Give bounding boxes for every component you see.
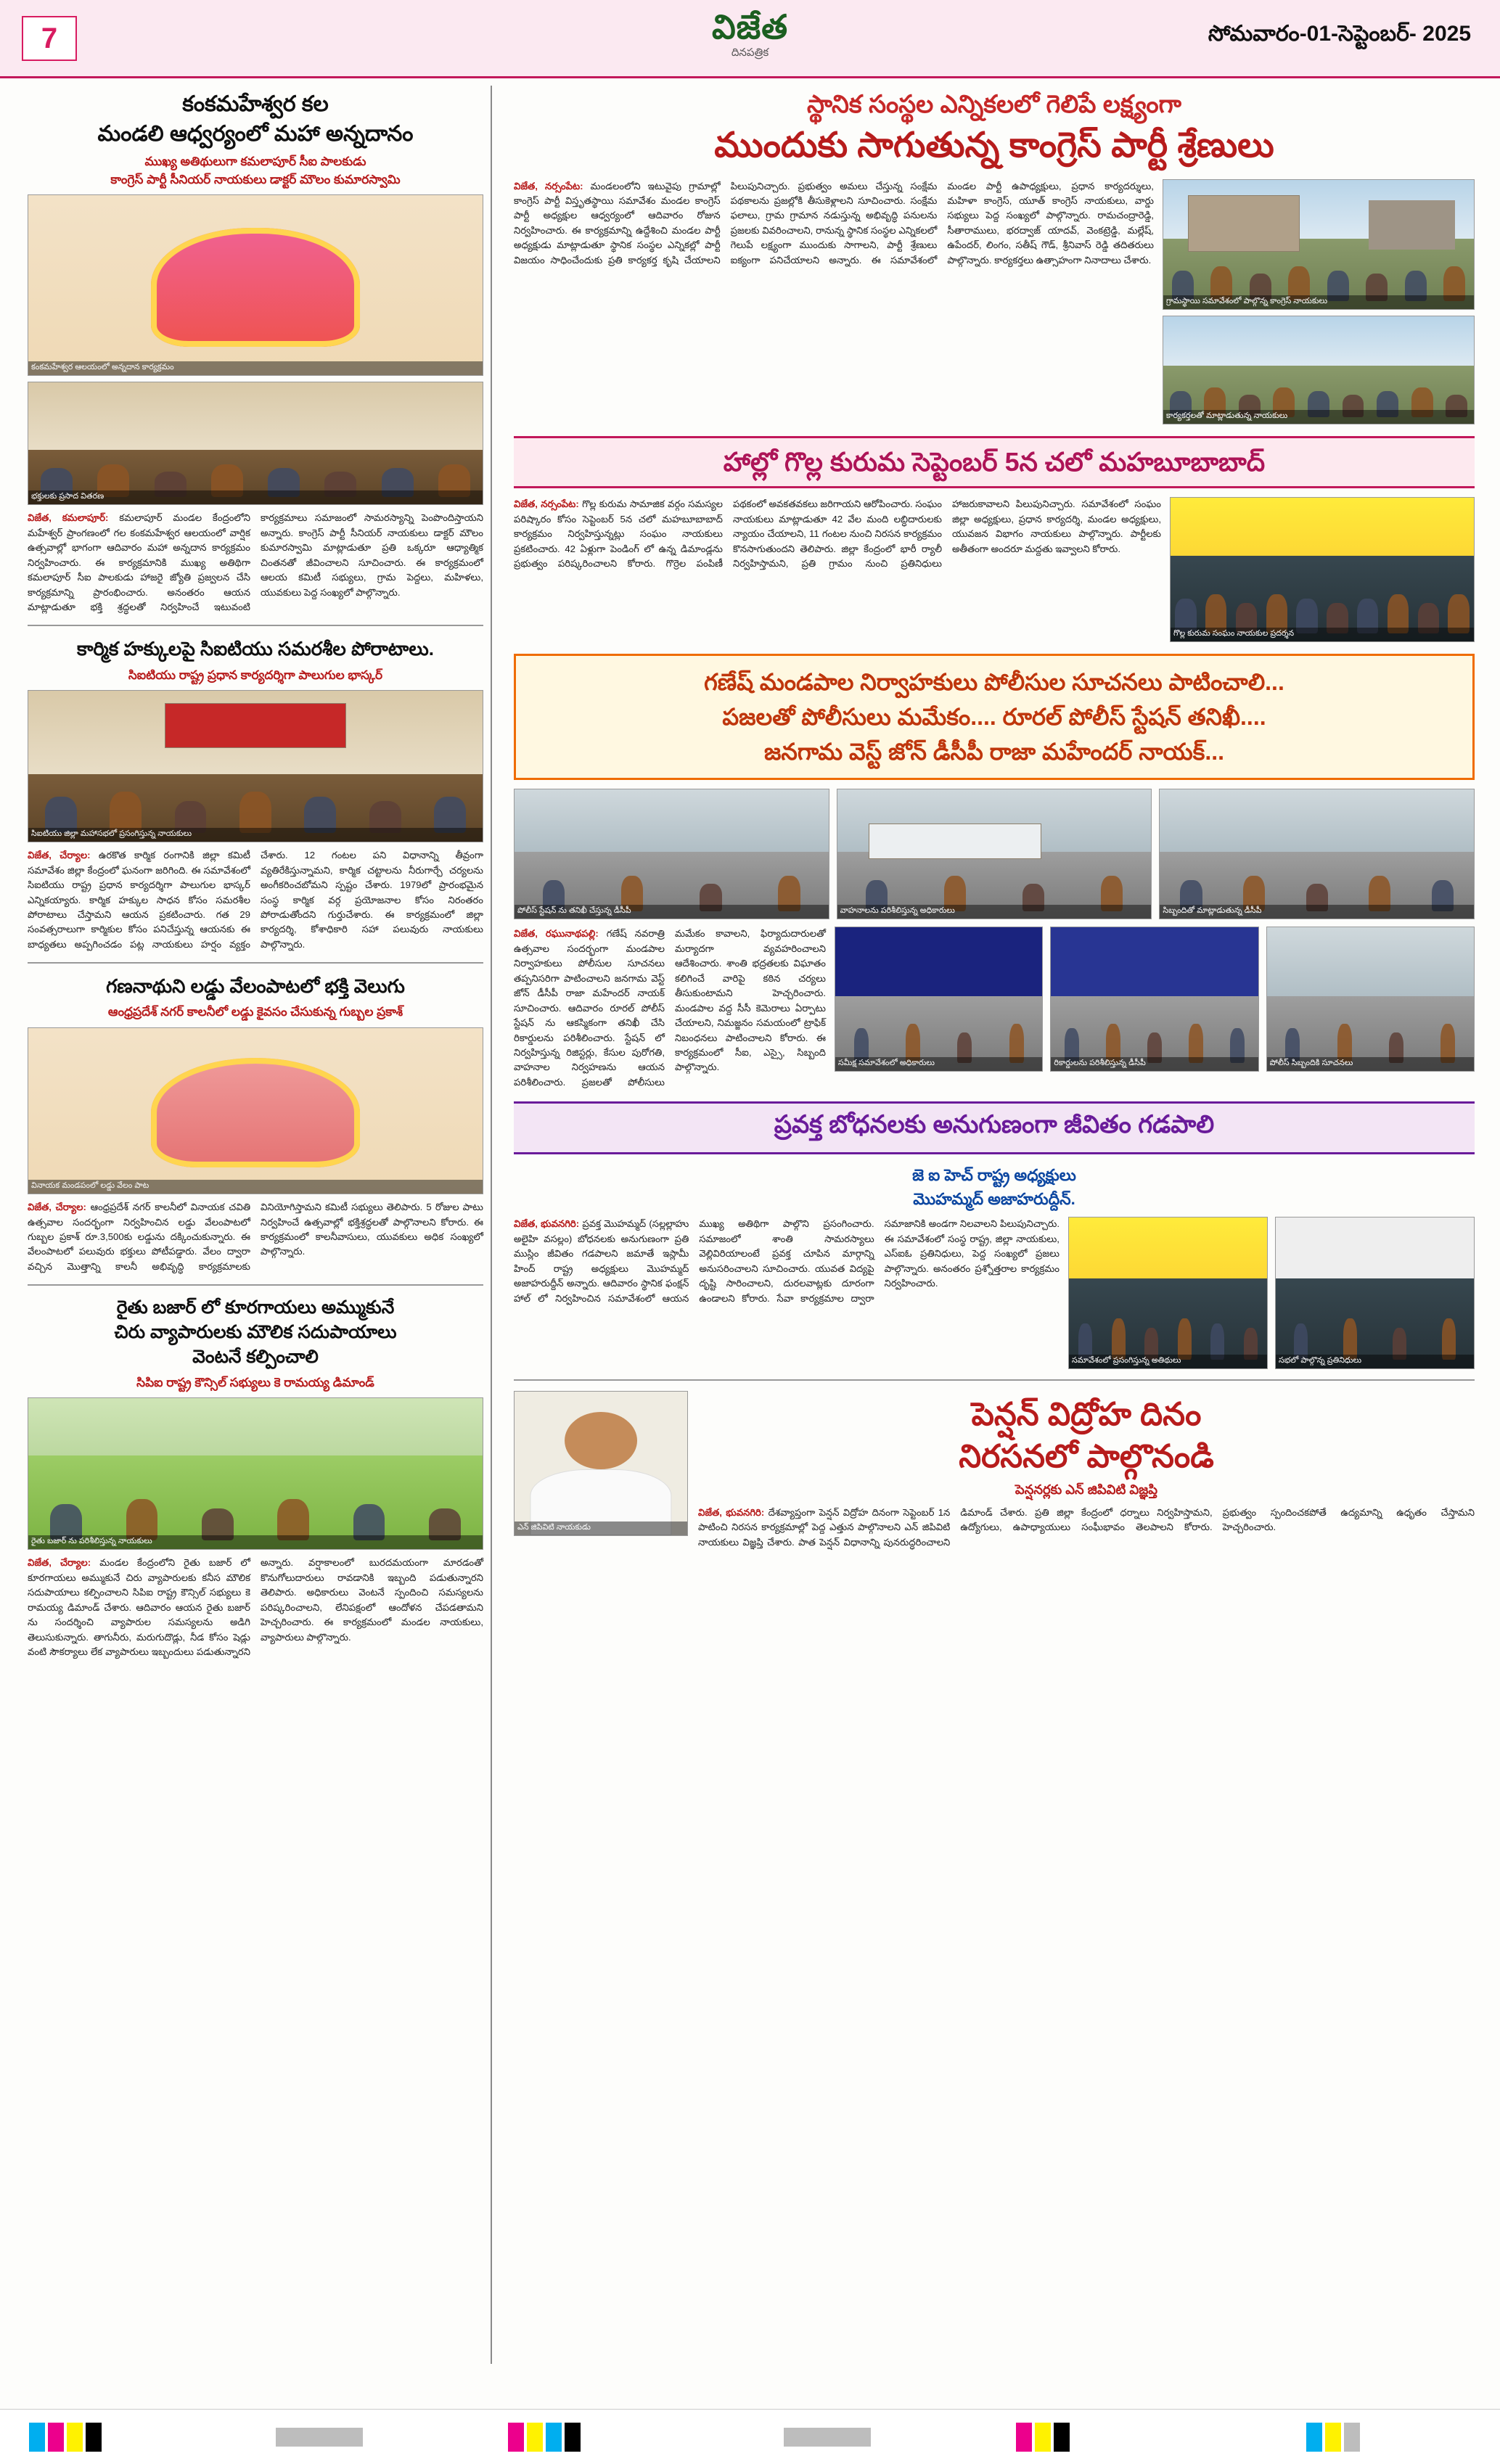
body-col-1: మండలంలోని ఇటువైపు గ్రామాల్లో కాంగ్రెస్ పార్టీ విస్తృతస్థాయి సమావేశం మండల కాంగ్రెస్ పార్టీ అధ్యక్షుల ఆధ్వర్యంలో ఆదివారం రోజున నిర్వహించారు. ఈ కార్యక్రమాన్ని ఉద్దేశించి మండల పార్టీ అధ్యక్షుడు మాట్లాడుతూ స్థానిక సంస్థల ఎన్నికల్లో పార్టీ విజయం సాధించేందుకు ప్రతి కార్యకర్త కృషి చేయాలని పిలుపునిచ్చారు. ప్రభుత్వం అమలు చేస్తున్న సంక్షేమ పథకాలను ప్రజల్లోకి తీసుకెళ్లాలని సూచించారు. <box>514 180 938 266</box>
subheadline: పెన్షనర్లకు ఎన్ జిపివిటి విజ్ఞప్తి <box>1015 1482 1158 1497</box>
article-body-ganesh <box>514 927 826 1090</box>
headline: పెన్షన్ విద్రోహ దినం నిరసనలో పాల్గొనండి <box>959 1397 1214 1474</box>
subheadline: ముఖ్య అతిథులుగా కమలాపూర్ సీఐ పాలకుడు కాంగ్రెస్ పార్టీ సీనియర్ నాయకులు డాక్టర్ మౌలం కుమారస్వామి <box>110 155 401 186</box>
photo-ganesh-idol <box>28 1027 483 1194</box>
body-col-3: ఈ సమావేశంలో సంస్థ రాష్ట్ర, జిల్లా నాయకులు, ఎస్ఐఓ ప్రతినిధులు, పెద్ద సంఖ్యలో ప్రజలు పాల్గొన్నారు. అనంతరం ప్రశ్నోత్తరాల కార్యక్రమం నిర్వహించారు. <box>884 1233 1060 1289</box>
swatch-magenta <box>508 2423 524 2452</box>
photo-congress-meeting-1 <box>1163 179 1475 310</box>
article-body <box>28 511 483 615</box>
photo-market <box>28 1397 483 1550</box>
dateline: విజేత, నర్సంపేట: <box>514 498 579 510</box>
body-col-2: సంక్షేమ ఫలాలు, గ్రామ గ్రామాన నడుస్తున్న అభివృద్ధి పనులను ప్రజలకు వివరించాలని, రానున్న స్థానిక సంస్థల ఎన్నికలలో గెలుపే లక్ష్యంగా ముందుకు సాగాలని, పార్టీ శ్రేణులు ఐక్యంగా పనిచేయాలని అన్నారు. ఈ సమావేశంలో మండల పార్టీ ఉపాధ్యక్షులు, ప్రధాన కార్యదర్శులు, మహిళా కాంగ్రెస్, యూత్ కాంగ్రెస్ నాయకులు, వార్డు సభ్యులు పెద్ద సంఖ్యలో పాల్గొన్నారు. <box>730 180 1154 266</box>
photo-caption: సమీక్ష సమావేశంలో అధికారులు <box>835 1057 1042 1071</box>
grey-bar-2 <box>784 2428 871 2447</box>
body-text: ఆంధ్రప్రదేశ్ నగర్ కాలనీలో వినాయక చవితి ఉత్సవాల సందర్భంగా నిర్వహించిన లడ్డు వేలంపాటలో గుబ్బల ప్రకాశ్ రూ.3,500కు లడ్డును దక్కించుకున్నారు. ఈ వేలంపాటలో పలువురు భక్తులు పోటీపడ్డారు. వేలం ద్వారా వచ్చిన మొత్తాన్ని కాలనీ అభివృద్ధి కార్యక్రమాలకు వినియోగిస్తామని కమిటీ సభ్యులు తెలిపారు. 5 రోజుల పాటు నిర్వహించే ఉత్సవాల్లో భక్తిశ్రద్ధలతో పాల్గొనాలని కోరారు. ఈ కార్యక్రమంలో కాలనీవాసులు, యువకులు అధిక సంఖ్యలో పాల్గొన్నారు. <box>28 1202 483 1272</box>
swatch-cyan <box>29 2423 45 2452</box>
dateline: విజేత, భువనగిరి: <box>514 1218 580 1230</box>
photo-congress-meeting-2 <box>1163 316 1475 424</box>
banner-golla-kuruma <box>514 436 1475 489</box>
photo-golla-rally <box>1170 497 1475 642</box>
body-col-2: సమాజంలో శాంతి సామరస్యాలు వెల్లివిరియాలంటే ప్రవక్త చూపిన మార్గాన్ని అనుసరించాలని సూచించారు. యువత విద్యపై దృష్టి సారించాలని, దురలవాట్లకు దూరంగా ఉండాలని కోరారు. సేవా కార్యక్రమాల ద్వారా సమాజానికి అండగా నిలవాలని పిలుపునిచ్చారు. <box>699 1218 1060 1304</box>
body-text: దేశవ్యాప్తంగా పెన్షన్ విద్రోహ దినంగా సెప్టెంబర్ 1న పాటించి నిరసన కార్యక్రమాల్లో పెద్ద ఎత్తున పాల్గొనాలని ఎన్ జిపివిటి నాయకులు విజ్ఞప్తి చేశారు. పాత పెన్షన్ విధానాన్ని పునరుద్ధరించాలని డిమాండ్ చేశారు. ప్రతి జిల్లా కేంద్రంలో ధర్నాలు నిర్వహిస్తామని, ఉద్యోగులు, ఉపాధ్యాయులు సంఘీభావం తెలపాలని కోరారు. ప్రభుత్వం స్పందించకపోతే ఉద్యమాన్ని ఉధృతం చేస్తామని హెచ్చరించారు. <box>698 1506 1475 1548</box>
body-col-3: మండపాల వద్ద సీసీ కెమెరాలు ఏర్పాటు చేయాలని, నిమజ్జనం సమయంలో ట్రాఫిక్ నిబంధనలు పాటించాలని కోరారు. ఈ కార్యక్రమంలో సీఐ, ఎస్సై, సిబ్బంది పాల్గొన్నారు. <box>675 1002 826 1073</box>
subheadline-islam: జె ఐ హెచ్ రాష్ట్ర అధ్యక్షులు మొహమ్మద్ అజాహరుద్దీన్. <box>912 1166 1076 1209</box>
body-col-2: స్టేషన్ లో నిర్వహిస్తున్న రిజిస్టర్లు, కేసుల పురోగతి, వాహనాల నిర్వహణను ఆయన పరిశీలించారు. ప్రజలతో పోలీసులు మమేకం కావాలని, ఫిర్యాదుదారులతో మర్యాదగా వ్యవహరించాలని ఆదేశించారు. శాంతి భద్రతలకు విఘాతం కలిగించే వారిపై కఠిన చర్యలు తీసుకుంటామని హెచ్చరించారు. <box>514 928 826 1088</box>
article-body <box>28 1200 483 1274</box>
swatch-yellow <box>1325 2423 1341 2452</box>
swatch-cyan <box>546 2423 562 2452</box>
page-number: 7 <box>41 22 58 54</box>
page-number-box <box>22 16 77 61</box>
photo-caption: సిఐటియు జిల్లా మహాసభలో ప్రసంగిస్తున్న నాయకులు <box>28 828 483 842</box>
swatch-black <box>565 2423 581 2452</box>
photo-police-5 <box>1050 927 1258 1072</box>
swatch-grey <box>1344 2423 1360 2452</box>
kicker: స్థానిక సంస్థల ఎన్నికలలో గెలిపే లక్ష్యంగా <box>807 91 1181 118</box>
photo-caption: వినాయక మండపంలో లడ్డు వేలం పాట <box>28 1180 483 1194</box>
headline: ముందుకు సాగుతున్న కాంగ్రెస్ పార్టీ శ్రేణులు <box>714 126 1274 165</box>
swatch-yellow <box>1035 2423 1051 2452</box>
photo-police-3 <box>1159 789 1475 919</box>
photo-police-2 <box>837 789 1152 919</box>
photo-caption: కంకమహేశ్వర ఆలయంలో అన్నదాన కార్యక్రమం <box>28 361 483 375</box>
right-column <box>508 86 1480 2364</box>
photo-caption: పోలీస్ సిబ్బందికి సూచనలు <box>1267 1057 1474 1071</box>
left-column <box>20 86 492 2364</box>
dateline: విజేత, చేర్యాల: <box>28 1202 86 1213</box>
photo-row-police-top <box>514 789 1475 919</box>
color-swatch-group-2 <box>508 2423 581 2452</box>
swatch-cyan <box>1306 2423 1322 2452</box>
swatch-magenta <box>1016 2423 1032 2452</box>
swatch-black <box>86 2423 102 2452</box>
newspaper-logo <box>712 10 788 62</box>
article-body <box>28 1556 483 1659</box>
body-col-3: సమావేశంలో సంఘం జిల్లా అధ్యక్షులు, ప్రధాన కార్యదర్శి, మండల అధ్యక్షులు, యువజన విభాగం నాయకులు పాల్గొన్నారు. పార్టీలకు అతీతంగా అందరూ మద్దతు ఇవ్వాలని కోరారు. <box>952 498 1161 554</box>
banner-ganesh-police <box>514 654 1475 780</box>
subheadline: ఆంధ్రప్రదేశ్ నగర్ కాలనీలో లడ్డు కైవసం చేసుకున్న గుబ్బల ప్రకాశ్ <box>107 1005 403 1019</box>
article-body <box>514 179 1154 268</box>
issue-date: సోమవారం-01-సెప్టెంబర్- 2025 <box>1208 22 1471 46</box>
article-congress-lead <box>514 89 1475 424</box>
article-body <box>28 848 483 952</box>
headline-line-2: పజలతో పోలీసులు మమేకం.... రూరల్ పోలీస్ స్టేషన్ తనిఖీ.... <box>722 704 1266 731</box>
article-golla-kuruma <box>514 497 1475 642</box>
headline: రైతు బజార్ లో కూరగాయలు అమ్ముకునే చిరు వ్యాపారులకు మౌలిక సదుపాయాలు వెంటనే కల్పించాలి <box>114 1297 397 1367</box>
print-color-strip <box>0 2409 1500 2464</box>
body-text: మండల కేంద్రంలోని రైతు బజార్ లో కూరగాయలు అమ్ముకునే చిరు వ్యాపారులకు కనీస మౌలిక సదుపాయాలు కల్పించాలని సిపిఐ రాష్ట్ర కౌన్సిల్ సభ్యులు కె రామయ్య డిమాండ్ చేశారు. ఆదివారం ఆయన రైతు బజార్ ను సందర్శించి వ్యాపారుల సమస్యలను అడిగి తెలుసుకున్నారు. తాగునీరు, మరుగుదొడ్లు, నీడ కోసం షెడ్లు వంటి సౌకర్యాలు లేక వ్యాపారులు ఇబ్బందులు పడుతున్నారని అన్నారు. వర్షాకాలంలో బురదమయంగా మారడంతో కొనుగోలుదారులు రావడానికి ఇబ్బంది పడుతున్నారని తెలిపారు. అధికారులు వెంటనే స్పందించి సమస్యలను పరిష్కరించాలని, లేనిపక్షంలో ఆందోళన చేపడతామని హెచ్చరించారు. ఈ కార్యక్రమంలో మండల నాయకులు, వ్యాపారులు పాల్గొన్నారు. <box>28 1557 483 1657</box>
photo-caption: భక్తులకు ప్రసాద వితరణ <box>28 490 483 504</box>
headline: కార్మిక హక్కులపై సిఐటియు సమరశీల పోరాటాలు. <box>77 638 434 660</box>
photo-caption: ఎన్ జిపివిటి నాయకుడు <box>515 1521 687 1535</box>
body-col-1: ప్రవక్త మొహమ్మద్ (సల్లల్లాహు అలైహి వసల్లం) బోధనలకు అనుగుణంగా ప్రతి ముస్లిం జీవితం గడపాలని జమాతే ఇస్లామీ హింద్ రాష్ట్ర అధ్యక్షులు మొహమ్మద్ అజాహరుద్దీన్ అన్నారు. ఆదివారం స్థానిక ఫంక్షన్ హాల్ లో నిర్వహించిన సమావేశంలో ఆయన ముఖ్య అతిథిగా పాల్గొని ప్రసంగించారు. <box>514 1218 874 1304</box>
photo-caption: రైతు బజార్ ను పరిశీలిస్తున్న నాయకులు <box>28 1535 483 1549</box>
article-annadanam <box>28 90 483 615</box>
logo-subtitle: దినపత్రిక <box>731 46 769 59</box>
swatch-magenta <box>48 2423 64 2452</box>
photo-citu-meeting <box>28 690 483 842</box>
dateline: విజేత, రఘునాథపల్లి: <box>514 928 599 940</box>
article-rythu-bazaar <box>28 1296 483 1659</box>
article-body <box>514 497 1161 571</box>
body-text: ఉరకొత కార్మిక రంగానికి జిల్లా కమిటీ సమావేశం జిల్లా కేంద్రంలో ఘనంగా జరిగింది. ఈ సమావేశంలో సిఐటియు రాష్ట్ర ప్రధాన కార్యదర్శిగా పాలుగుల భాస్కర్ ఎన్నికయ్యారు. కార్మిక హక్కుల సాధన కోసం సమరశీల పోరాటాలు చేస్తామని ఆయన ప్రకటించారు. గత 29 సంవత్సరాలుగా కార్మికుల కోసం పనిచేస్తున్న ఆయనకు ఈ బాధ్యతలు అప్పగించడం పట్ల నాయకులు హర్షం వ్యక్తం చేశారు. 12 గంటల పని విధానాన్ని తీవ్రంగా వ్యతిరేకిస్తున్నామని, కార్మిక చట్టాలను నీరుగార్చే చర్యలను అంగీకరించబోమని స్పష్టం చేశారు. 1979లో ప్రారంభమైన సంస్థ కార్మిక వర్గ ప్రయోజనాల కోసం నిరంతరం పోరాడుతోందని గుర్తుచేశారు. ఈ కార్యక్రమంలో జిల్లా కార్యదర్శి, కోశాధికారి సహా పలువురు నాయకులు పాల్గొన్నారు. <box>28 850 483 950</box>
body-col-2: సంఘం నాయకులు మాట్లాడుతూ 42 వేల మంది లబ్ధిదారులకు న్యాయం చేయాలని, 11 గంటల నుంచి నిరసన కార్యక్రమం కొనసాగుతుందని తెలిపారు. జిల్లా కేంద్రంలో భారీ ర్యాలీ నిర్వహిస్తామని, ప్రతి గ్రామం నుంచి ప్రతినిధులు హాజరుకావాలని పిలుపునిచ్చారు. <box>733 498 1075 570</box>
article-laddu-auction <box>28 974 483 1274</box>
body-col-1: గొల్ల కురుమ సామాజిక వర్గం సమస్యల పరిష్కారం కోసం సెప్టెంబర్ 5న చలో మహబూబాబాద్ కార్యక్రమం నిర్వహిస్తున్నట్లు సంఘం నాయకులు ప్రకటించారు. 42 ఏళ్లుగా పెండింగ్ లో ఉన్న డిమాండ్లను ప్రభుత్వం పరిష్కరించాలని కోరారు. గొర్రెల పంపిణీ పథకంలో అవకతవకలు జరిగాయని ఆరోపించారు. <box>514 498 913 570</box>
body-col-1: గణేష్ నవరాత్రి ఉత్సవాల సందర్భంగా మండపాల నిర్వాహకులు పోలీసుల సూచనలు తప్పనిసరిగా పాటించాలని జనగామ వెస్ట్ జోన్ డీసీపీ రాజా మహేందర్ నాయక్ సూచించారు. ఆదివారం రూరల్ పోలీస్ స్టేషన్ ను ఆకస్మికంగా తనిఖీ చేసి రికార్డులను పరిశీలించారు. <box>514 928 665 1043</box>
photo-prasadam-distribution <box>28 382 483 505</box>
headline: ప్రవక్త బోధనలకు అనుగుణంగా జీవితం గడపాలి <box>774 1111 1215 1139</box>
headline-line-1: గణేష్ మండపాల నిర్వాహకులు పోలీసుల సూచనలు పాటించాలి... <box>704 669 1284 696</box>
headline: గణనాథుని లడ్డు వేలంపాటలో భక్తి వెలుగు <box>106 975 405 998</box>
dateline: విజేత, కమలాపూర్: <box>28 512 109 524</box>
headline-line-3: జనగామ వెస్ట్ జోన్ డీసీపీ రాజా మహేందర్ నాయక్... <box>763 739 1225 765</box>
swatch-yellow <box>67 2423 83 2452</box>
photo-police-1 <box>514 789 829 919</box>
grey-bar-1 <box>276 2428 363 2447</box>
photo-caption: పోలీస్ స్టేషన్ ను తనిఖీ చేస్తున్న డీసీపీ <box>515 905 829 919</box>
dateline: విజేత, చేర్యాల: <box>28 1557 91 1569</box>
photo-caption: కార్యకర్తలతో మాట్లాడుతున్న నాయకులు <box>1163 410 1474 424</box>
banner-prophet-teachings <box>514 1101 1475 1154</box>
body-text: కమలాపూర్ మండల కేంద్రంలోని మహేశ్వర్ ప్రాంగణంలో గల కంకమహేశ్వర ఆలయంలో వార్షిక ఉత్సవాల్లో భాగంగా ఆదివారం మహా అన్నదాన కార్యక్రమం నిర్వహించారు. ఈ కార్యక్రమానికి ముఖ్య అతిథిగా కమలాపూర్ సీఐ పాలకుడు హాజరై జ్యోతి ప్రజ్వలన చేసి కార్యక్రమాన్ని ప్రారంభించారు. అనంతరం ఆయన మాట్లాడుతూ భక్తి శ్రద్ధలతో నిర్వహించే ఇటువంటి కార్యక్రమాలు సమాజంలో సామరస్యాన్ని పెంపొందిస్తాయని అన్నారు. కాంగ్రెస్ పార్టీ సీనియర్ నాయకులు డాక్టర్ మౌలం కుమారస్వామి మాట్లాడుతూ ప్రతి ఒక్కరూ ఆధ్యాత్మిక చింతనతో జీవించాలని సూచించారు. ఈ కార్యక్రమంలో ఆలయ కమిటీ సభ్యులు, గ్రామ పెద్దలు, మహిళలు, యువకులు పెద్ద సంఖ్యలో పాల్గొన్నారు. <box>28 512 483 612</box>
dateline: విజేత, భువనగిరి: <box>698 1506 765 1518</box>
photo-caption: వాహనాలను పరిశీలిస్తున్న అధికారులు <box>837 905 1152 919</box>
photo-caption: గ్రామస్థాయి సమావేశంలో పాల్గొన్న కాంగ్రెస్ నాయకులు <box>1163 295 1474 309</box>
article-pension <box>514 1391 1475 1550</box>
headline: కంకమహేశ్వర కల మండలి ఆధ్వర్యంలో మహా అన్నదానం <box>97 92 414 146</box>
subheadline: సిఐటియు రాష్ట్ర ప్రధాన కార్యదర్శిగా పాలుగుల భాస్కర్ <box>128 668 383 682</box>
photo-caption: సభలో పాల్గొన్న ప్రతినిధులు <box>1276 1355 1474 1368</box>
subheadline: సిపిఐ రాష్ట్ర కౌన్సిల్ సభ్యులు కె రామయ్య డిమాండ్ <box>136 1375 374 1389</box>
swatch-yellow <box>527 2423 543 2452</box>
photo-caption: రికార్డులను పరిశీలిస్తున్న డీసీపీ <box>1051 1057 1258 1071</box>
photo-caption: సిబ్బందితో మాట్లాడుతున్న డీసీపీ <box>1160 905 1474 919</box>
color-swatch-group-4 <box>1306 2423 1360 2452</box>
photo-police-4 <box>835 927 1043 1072</box>
color-swatch-group-3 <box>1016 2423 1070 2452</box>
body-col-3: రామచంద్రారెడ్డి, సీతారాములు, భరద్వాజ్ యాదవ్, వెంకట్రెడ్డి, మల్లేష్, ఉపేందర్, లింగం, సతీష్ గౌడ్, శ్రీనివాస్ రెడ్డి తదితరులు పాల్గొన్నారు. కార్యకర్తలు ఉత్సాహంగా నినాదాలు చేశారు. <box>947 210 1154 266</box>
photo-islam-1 <box>1068 1217 1268 1369</box>
swatch-black <box>1054 2423 1070 2452</box>
photo-islam-2 <box>1275 1217 1475 1369</box>
photo-police-6 <box>1266 927 1475 1072</box>
headline: హాల్లో గొల్ల కురుమ సెప్టెంబర్ 5న చలో మహబూబాబాద్ <box>723 446 1266 477</box>
article-body-islam <box>514 1217 1060 1306</box>
photo-caption: సమావేశంలో ప్రసంగిస్తున్న అతిథులు <box>1069 1355 1267 1368</box>
masthead <box>0 0 1500 78</box>
photo-caption: గొల్ల కురుమ సంఘం నాయకుల ప్రదర్శన <box>1171 628 1474 641</box>
article-citu <box>28 636 483 952</box>
photo-pension-leader <box>514 1391 688 1536</box>
color-swatch-group-1 <box>29 2423 102 2452</box>
photo-temple-annadanam <box>28 194 483 376</box>
dateline: విజేత, చేర్యాల: <box>28 850 91 861</box>
dateline: విజేత, నర్సంపేట: <box>514 180 583 192</box>
article-body <box>698 1506 1475 1550</box>
logo-title: విజేత <box>711 8 789 46</box>
